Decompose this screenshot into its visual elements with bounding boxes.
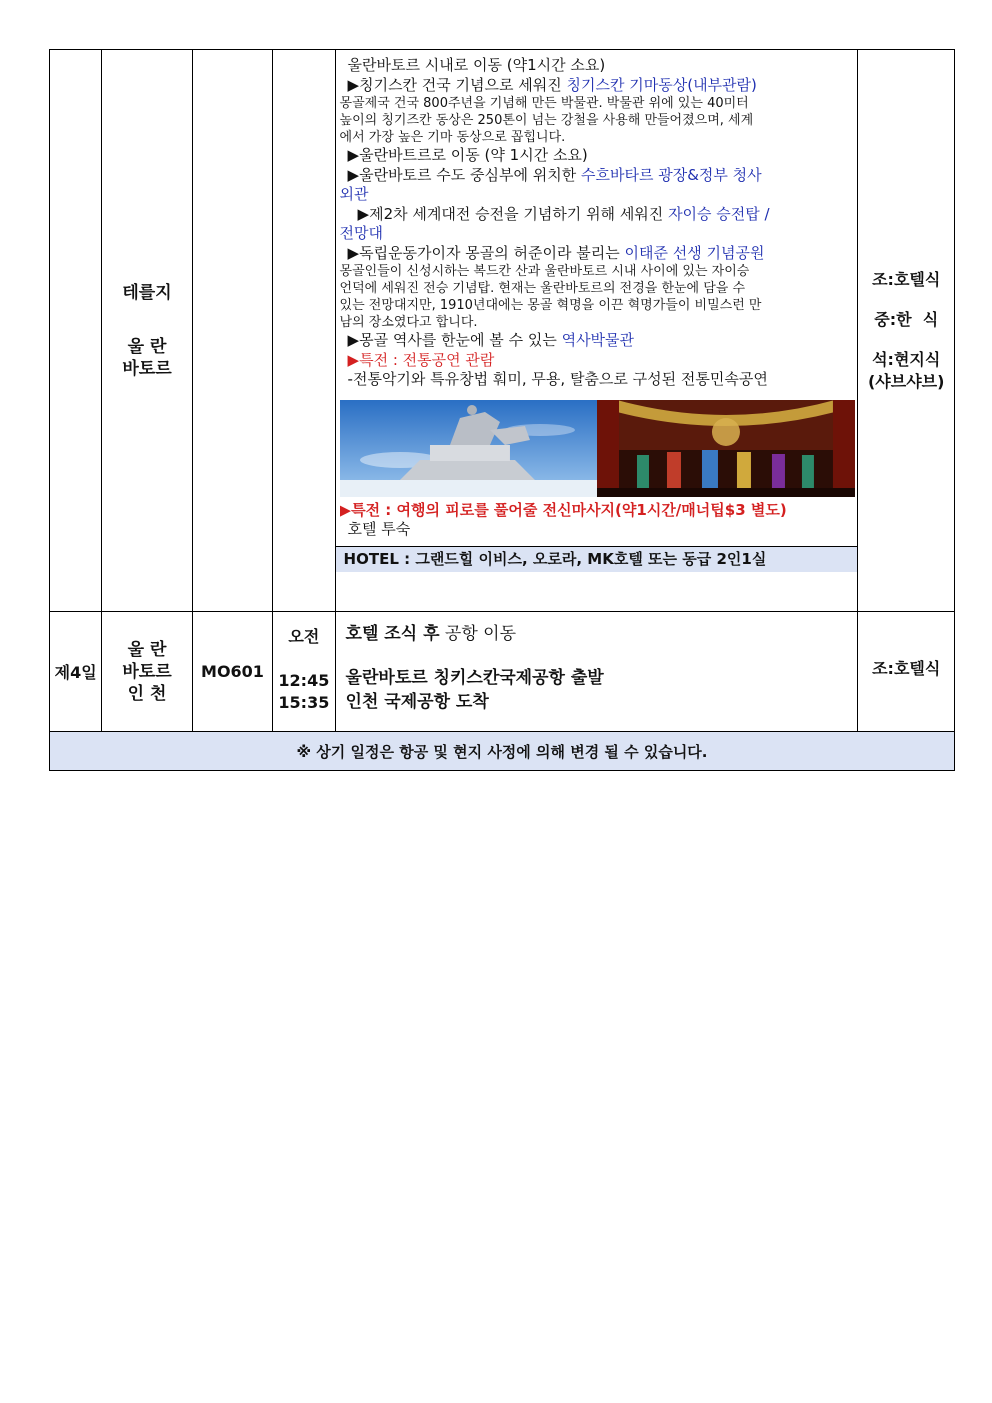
schedule-text: 호텔 조식 후 xyxy=(345,624,440,644)
notice-row xyxy=(50,732,955,771)
schedule-line: 울란바토르 칭키스칸국제공항 출발 xyxy=(345,668,604,688)
place-cell xyxy=(102,50,192,612)
place-cell xyxy=(102,612,192,732)
meal-cell xyxy=(858,612,955,732)
photo-strip xyxy=(340,400,856,497)
description-line: 몽골제국 건국 800주년을 기념해 만든 박물관. 박물관 위에 있는 40미터 xyxy=(339,96,749,111)
special-offer-line: ▶특전 : 전통공연 관람 xyxy=(347,350,495,369)
schedule-line: -전통악기와 특유창법 훠미, 무용, 탈춤으로 구성된 전통민속공연 xyxy=(347,370,768,388)
day-cell: 제4일 xyxy=(50,612,102,732)
attraction-link: 수흐바타르 광장&정부 청사 xyxy=(581,165,762,184)
schedule-line: 울란바토르 시내로 이동 (약1시간 소요) xyxy=(347,56,606,74)
meal-breakfast: 조:호텔식 xyxy=(872,659,941,678)
attraction-link: 역사박물관 xyxy=(561,331,635,349)
special-offer-line: 특전 : 여행의 피로를 풀어줄 전신마사지(약1시간/매너팁$3 별도) xyxy=(351,500,787,519)
meal-breakfast: 조:호텔식 xyxy=(872,269,941,289)
description-line: 높이의 칭기즈칸 동상은 250톤이 넘는 강철을 사용해 만들어졌으며, 세계 xyxy=(339,113,754,128)
schedule-text: 공항 이동 xyxy=(439,624,516,644)
attraction-link: 이태준 선생 기념공원 xyxy=(624,243,765,262)
time-cell xyxy=(273,612,335,732)
hotel-info: HOTEL : 그랜드힐 이비스, 오로라, MK호텔 또는 동급 2인1실 xyxy=(336,546,858,572)
schedule-text: ▶제2차 세계대전 승전을 기념하기 위해 세워진 xyxy=(357,204,669,223)
day-cell xyxy=(50,50,102,612)
meal-dinner: 석:현지식 xyxy=(872,349,941,369)
flight-cell xyxy=(192,50,272,612)
place-line: 울 란 xyxy=(127,639,167,660)
description-block xyxy=(340,95,856,146)
notice-text: ※ 상기 일정은 항공 및 현지 사정에 의해 변경 될 수 있습니다. xyxy=(50,732,955,771)
special-marker: ▶ xyxy=(339,500,352,519)
description-block xyxy=(340,263,856,331)
meal-cell xyxy=(858,50,955,612)
attraction-link-cont: 전망대 xyxy=(339,224,384,242)
description-line: 남의 장소였다고 합니다. xyxy=(339,315,478,330)
schedule-line: 호텔 투숙 xyxy=(347,520,411,538)
description-line: 몽골인들이 신성시하는 복드칸 산과 울란바토르 시내 사이에 있는 자이승 xyxy=(339,264,750,279)
schedule-cell xyxy=(335,612,858,732)
time-arrival: 15:35 xyxy=(278,693,330,712)
schedule-line: ▶울란바트르로 이동 (약 1시간 소요) xyxy=(347,146,588,164)
meal-dinner-detail: (샤브샤브) xyxy=(867,371,945,391)
itinerary-table xyxy=(49,49,955,771)
place-spacer xyxy=(102,304,191,326)
genghis-khan-statue-photo xyxy=(340,400,598,497)
place-line: 바토르 xyxy=(122,358,172,379)
attraction-link: 칭기스칸 기마동상(내부관람) xyxy=(566,75,757,94)
schedule-cell xyxy=(335,50,858,612)
description-line: 있는 전망대지만, 1910년대에는 몽골 혁명을 이끈 혁명가들이 비밀스런 만 xyxy=(339,298,762,313)
place-line: 울 란 xyxy=(127,336,167,357)
place-line: 테를지 xyxy=(122,282,172,303)
description-line: 언덕에 세워진 전승 기념탑. 현재는 울란바토르의 전경을 한눈에 담을 수 xyxy=(339,281,746,296)
place-line: 인 천 xyxy=(127,683,167,704)
place-line: 바토르 xyxy=(122,661,172,682)
flight-cell: MO601 xyxy=(192,612,272,732)
meal-lunch: 중:한 식 xyxy=(874,309,939,329)
time-morning: 오전 xyxy=(288,627,320,646)
itinerary-row-day3 xyxy=(50,50,955,612)
schedule-text: ▶칭기스칸 건국 기념으로 세워진 xyxy=(347,75,567,94)
schedule-line: 인천 국제공항 도착 xyxy=(345,692,489,712)
description-line: 에서 가장 높은 기마 동상으로 꼽힙니다. xyxy=(339,130,566,145)
time-cell xyxy=(273,50,335,612)
schedule-text: ▶독립운동가이자 몽골의 허준이라 불리는 xyxy=(347,243,625,262)
schedule-text: ▶몽골 역사를 한눈에 볼 수 있는 xyxy=(347,331,562,349)
attraction-link: 자이승 승전탑 / xyxy=(668,204,770,223)
schedule-text: ▶울란바토르 수도 중심부에 위치한 xyxy=(347,165,582,184)
traditional-performance-photo xyxy=(597,400,855,497)
itinerary-row-day4 xyxy=(50,612,955,732)
time-departure: 12:45 xyxy=(278,671,330,690)
attraction-link-cont: 외관 xyxy=(339,185,369,203)
